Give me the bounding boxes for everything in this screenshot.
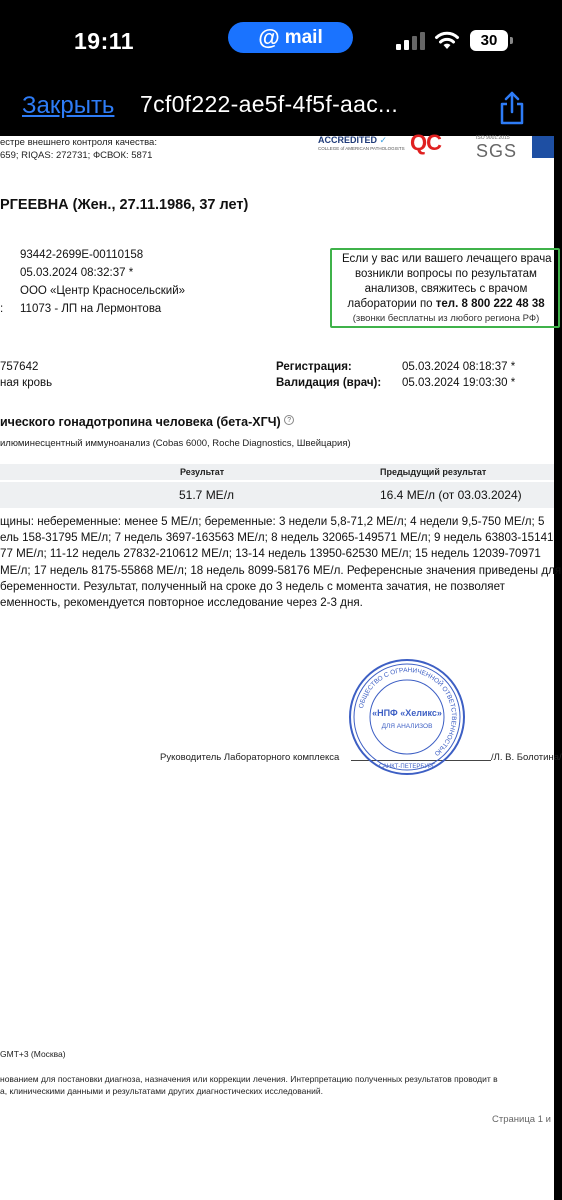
accredited-subtitle: COLLEGE of AMERICAN PATHOLOGISTS [318, 146, 405, 151]
contact-line-4: лаборатории по тел. 8 800 222 48 38 [347, 298, 545, 310]
reference-line: еменность, рекомендуется повторное исследование через 2-3 дня. [0, 596, 363, 610]
mail-app-pill[interactable] [228, 22, 353, 53]
order-number: 93442-2699E-00110158 [20, 249, 144, 261]
battery-level: 30 [480, 32, 498, 49]
column-result: Результат [180, 467, 225, 477]
page-number: Страница 1 и [492, 1114, 551, 1125]
lp-label: : [0, 303, 4, 315]
mail-label: mail [284, 26, 323, 48]
validation-label: Валидация (врач): [276, 377, 382, 389]
lab-report-document[interactable] [0, 130, 562, 1200]
document-title: 7cf0f222-ae5f-4f5f-aac... [140, 91, 399, 117]
results-table-header [0, 464, 554, 480]
column-previous-result: Предыдущий результат [380, 467, 487, 477]
iso-label: ISO 9001:2015 [476, 135, 510, 141]
lab-phone-link[interactable]: тел. 8 800 222 48 38 [435, 298, 545, 310]
contact-line-3: анализов, свяжитесь с врачом [364, 283, 528, 295]
validation-value: 05.03.2024 19:03:30 * [402, 377, 516, 389]
order-date: 05.03.2024 08:32:37 * [20, 267, 134, 279]
reference-line: беременности. Результат, полученный на сроке до 3 недель с момента зачатия, не позволяет [0, 579, 505, 593]
stamp-seal-icon [348, 658, 466, 776]
quality-control-line-2: 659; RIQAS: 272731; ФСВОК: 5871 [0, 150, 153, 161]
contact-line-1: Если у вас или вашего лечащего врача [342, 253, 552, 265]
timezone-note: GMT+3 (Москва) [0, 1049, 66, 1059]
registration-value: 05.03.2024 08:18:37 * [402, 361, 516, 373]
battery-icon [470, 30, 508, 51]
reference-line: щины: небеременные: менее 5 МЕ/л; беременные: 3 недели 5,8-71,2 МЕ/л; 4 недели 9,5-750 МЕ/л; 5 [0, 515, 545, 528]
sample-type: ная кровь [0, 377, 53, 389]
registration-label: Регистрация: [276, 361, 352, 373]
quality-control-line-1: естре внешнего контроля качества: [0, 137, 157, 148]
svg-text:«НПФ «Хеликс»: «НПФ «Хеликс» [372, 708, 442, 718]
reference-line: 77 МЕ/л; 11-12 недель 27832-210612 МЕ/л; 13-14 недель 13950-62530 МЕ/л; 15 недель 12039-70971 [0, 547, 541, 561]
result-value: 51.7 МЕ/л [179, 488, 235, 502]
signer-name: /Л. В. Болотина/ [491, 752, 562, 763]
svg-text:ОБЩЕСТВО С ОГРАНИЧЕННОЙ ОТВЕТС: ОБЩЕСТВО С ОГРАНИЧЕННОЙ ОТВЕТСТВЕННОСТЬЮ [357, 666, 458, 757]
contact-line-2: возникли вопросы по результатам [355, 268, 537, 280]
share-icon[interactable] [497, 90, 527, 126]
table-row [0, 482, 554, 508]
reference-line: ель 158-31795 МЕ/л; 7 недель 3697-163563 МЕ/л; 8 недель 32065-149571 МЕ/л; 9 недель 63803-15141 [0, 531, 554, 545]
viewer-nav-bar [0, 80, 554, 136]
test-title: ического гонадотропина человека (бета-ХГЧ) ? [0, 415, 294, 429]
clinic-name: ООО «Центр Красносельский» [20, 285, 186, 297]
cellular-signal-icon [396, 32, 426, 50]
at-sign-icon: @ [258, 24, 280, 50]
reference-values-text [0, 514, 560, 611]
signer-role: Руководитель Лабораторного комплекса [160, 752, 340, 763]
organization-stamp [348, 658, 466, 776]
test-method: илюминесцентный иммуноанализ (Cobas 6000, Roche Diagnostics, Швейцария) [0, 438, 351, 449]
previous-result-value: 16.4 МЕ/л (от 03.03.2024) [380, 488, 522, 502]
info-icon[interactable]: ? [284, 415, 294, 425]
wifi-icon [434, 29, 460, 51]
accredited-logo: ACCREDITED ✓ [318, 135, 388, 145]
close-button[interactable]: Закрыть [22, 92, 115, 119]
qc-logo: QC [410, 130, 441, 155]
disclaimer-line-2: а, клиническими данными и результатами других диагностических исследований. [0, 1086, 323, 1096]
sample-id: 757642 [0, 361, 39, 373]
reference-line: МЕ/л; 17 недель 8175-55868 МЕ/л; 18 недель 8099-58176 МЕ/л. Референсные значения приведены для [0, 563, 562, 577]
sgs-logo: SGS [476, 141, 518, 161]
status-time: 19:11 [74, 28, 135, 54]
patient-name: РГЕЕВНА (Жен., 27.11.1986, 37 лет) [0, 197, 249, 213]
disclaimer-line-1: нованием для постановки диагноза, назначения или коррекции лечения. Интерпретацию полученных результатов проводит в [0, 1074, 498, 1084]
svg-text:ДЛЯ АНАЛИЗОВ: ДЛЯ АНАЛИЗОВ [381, 723, 433, 730]
certification-badge [532, 136, 554, 158]
status-bar [0, 0, 554, 80]
svg-text:САНКТ-ПЕТЕРБУРГ: САНКТ-ПЕТЕРБУРГ [378, 764, 436, 770]
doctor-contact-box [330, 248, 560, 328]
contact-note: (звонки бесплатны из любого региона РФ) [352, 313, 540, 324]
lp-location: 11073 - ЛП на Лермонтова [20, 303, 162, 315]
